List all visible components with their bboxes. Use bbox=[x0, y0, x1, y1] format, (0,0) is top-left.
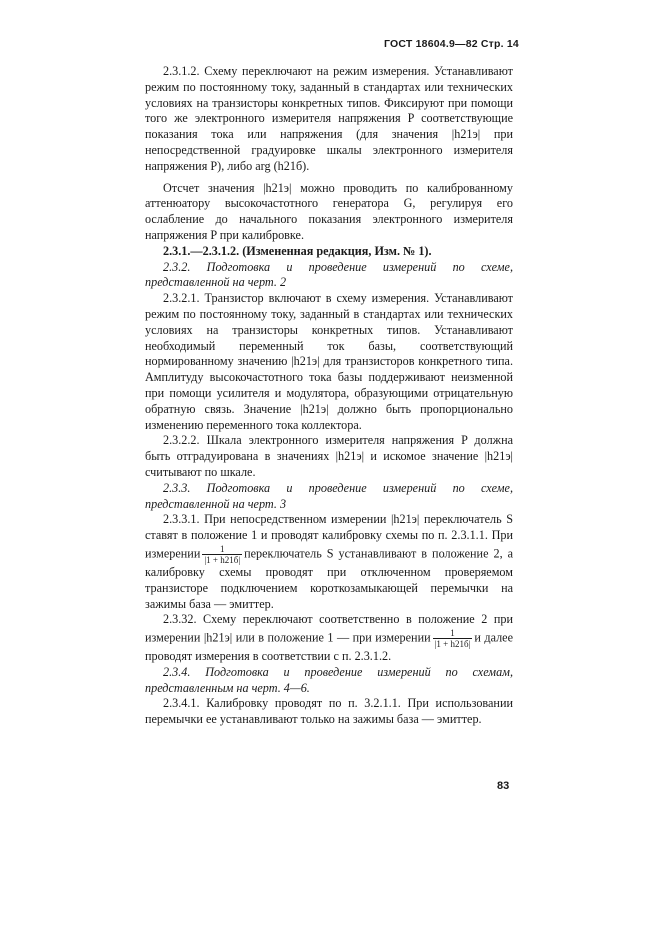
paragraph-2-3-4-1: 2.3.4.1. Калибровку проводят по п. 3.2.1.1. При использовании перемычки ее устанавливают только на зажимы база — эмиттер. bbox=[145, 696, 513, 727]
paragraph-2-3-2-1: 2.3.2.1. Транзистор включают в схему измерения. Устанавливают режим по постоянному току, заданный в стандартах или технических условиях на транзисторы конкретных типов. Устанавливают необходимый переменный ток базы, соответствующий нормированному значению |h21э| для транзисторов конкретного типа. Амплитуду высокочастотного тока базы поддерживают неизменной при помощи усилителя и модулятора, образующими отрицательную обратную связь. Значение |h21э| должно быть пропорционально изменению переменного тока коллектора. bbox=[145, 291, 513, 432]
fraction-1-over-1-plus-h21b-second bbox=[433, 628, 473, 649]
paragraph-reading-note: Отсчет значения |h21э| можно проводить по калиброванному аттенюатору высокочастотного генератора G, регулируя его ослабление до начального показания электронного измерителя напряжения P при калибровке. bbox=[145, 180, 513, 242]
paragraph-2-3-3-2-part-b: и далее проводят измерения в соответствии с п. 2.3.1.2. bbox=[145, 630, 514, 664]
section-heading-2-3-3: 2.3.3. Подготовка и проведение измерений по схеме, представленной на черт. 3 bbox=[145, 480, 513, 511]
paragraph-2-3-3-2 bbox=[145, 612, 513, 665]
paragraph-2-3-1-2: 2.3.1.2. Схему переключают на режим измерения. Устанавливают режим по постоянному току, заданный в стандартах или технических условиях на транзисторы конкретных типов. Фиксируют при помощи того же электронного измерителя напряжения P соответствующие показания тока или напряжения (для значения |h21э| при непосредственной градуировке шкалы электронного измерителя напряжения P), либо arg (h21б). bbox=[145, 64, 513, 173]
body-text bbox=[145, 64, 513, 728]
page-header: ГОСТ 18604.9—82 Стр. 14 bbox=[384, 38, 519, 50]
paragraph-2-3-3-2-part-a: 2.3.32. Схему переключают соответственно в положение 2 при измерении |h21э| или в положение 1 — при измерении bbox=[145, 612, 513, 645]
fraction-denominator: |1 + h21б| bbox=[434, 639, 471, 650]
page-number: 83 bbox=[497, 780, 510, 792]
paragraph-2-3-3-1-part-b: переключатель S устанавливают в положение 2, а калибровку схемы проводят при отключенном проверяемом транзисторе подключением короткозамыкающей перемычки на зажимы база — эмиттер. bbox=[145, 546, 513, 611]
fraction-numerator: 1 bbox=[202, 544, 242, 555]
paragraph-amendment-note: 2.3.1.—2.3.1.2. (Измененная редакция, Изм. № 1). bbox=[163, 243, 432, 258]
paragraph-2-3-2-2: 2.3.2.2. Шкала электронного измерителя напряжения P должна быть отградуирована в значениях |h21э| и искомое значение |h21э| считывают по шкале. bbox=[145, 433, 513, 479]
fraction-denominator: |1 + h21б| bbox=[204, 554, 241, 565]
section-heading-2-3-4: 2.3.4. Подготовка и проведение измерений по схемам, представленным на черт. 4—6. bbox=[145, 664, 513, 695]
fraction-numerator: 1 bbox=[433, 628, 473, 639]
paragraph-2-3-3-1 bbox=[145, 512, 513, 612]
fraction-1-over-1-plus-h21b bbox=[202, 544, 242, 565]
paragraph-2-3-3-1-part-a: 2.3.3.1. При непосредственном измерении |h21э| переключатель S ставят в положение 1 и проводят калибровку схемы по п. 2.3.1.1. При измерении bbox=[145, 512, 513, 561]
section-heading-2-3-2: 2.3.2. Подготовка и проведение измерений по схеме, представленной на черт. 2 bbox=[145, 259, 513, 290]
